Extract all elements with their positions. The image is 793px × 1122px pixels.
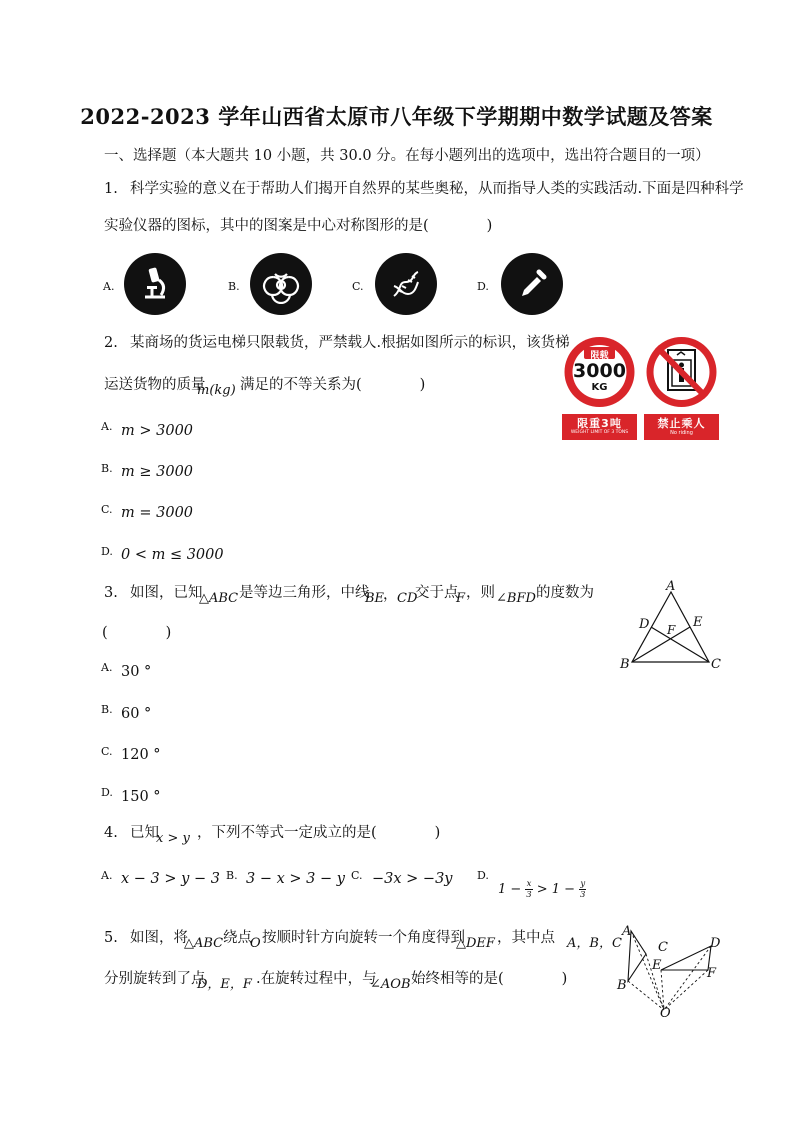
q3-text-e: 的度数为 [536, 585, 594, 601]
q5-angle: ∠AOB [370, 977, 411, 992]
fraction-x-over-3: $\frac{x}{3}$ [526, 878, 532, 900]
q4-number: 4. [104, 825, 118, 841]
q2-line2b: 满足的不等关系为( ) [240, 377, 426, 393]
q3-fig-label-a: A [666, 579, 676, 594]
q2-number: 2. [104, 335, 118, 351]
q4-option-b-label: B. [226, 869, 238, 882]
q2-option-b-label: B. [101, 462, 113, 475]
q1-option-d-label: D. [477, 280, 489, 293]
q5-fig-label-a: A [622, 924, 632, 939]
q2-line2a: 运送货物的质量 [104, 377, 206, 393]
q3-option-d-value: 150 ° [121, 789, 161, 805]
q1-line2: 实验仪器的图标，其中的图案是中心对称图形的是( ) [104, 218, 493, 234]
q4-option-a-value: x − 3 > y − 3 [121, 871, 220, 887]
q2-mass-symbol: m(kg) [197, 383, 236, 398]
q3-text-d: ，则 [466, 585, 495, 601]
q3-option-b-label: B. [101, 703, 113, 716]
q5-line2a: 分别旋转到了点 [104, 971, 206, 987]
q3-fig-label-d: D [639, 617, 650, 632]
q5-points-abc: A，B，C [567, 936, 622, 951]
q3-option-c-label: C. [101, 745, 113, 758]
q5-fig-label-b: B [617, 978, 627, 993]
q5-text-d: ，其中点 [497, 930, 555, 946]
weight-limit-sign-top: 限载 [590, 351, 609, 361]
q3-fig-label-e: E [693, 615, 703, 630]
q4-text-b: ，下列不等式一定成立的是( ) [197, 825, 441, 841]
microscope-icon[interactable] [124, 253, 186, 315]
q1-number: 1. [104, 181, 118, 197]
q5-line2b: .在旋转过程中，与 [256, 971, 377, 987]
q3-text-c: 交于点 [415, 585, 459, 601]
q5-fig-label-c: C [658, 940, 668, 955]
q4-option-d-value: 1 − $\frac{x}{3}$ > 1 − $\frac{y}{3}$ [498, 878, 586, 900]
q5-fig-label-f: F [707, 966, 717, 981]
weight-limit-sign-caption: 限重3吨 [577, 417, 622, 430]
dropper-icon[interactable] [501, 253, 563, 315]
fraction-y-over-3: $\frac{y}{3}$ [580, 878, 586, 900]
q4-text-a: 已知 [130, 825, 159, 841]
q5-point-o: O [250, 936, 261, 951]
q5-number: 5. [104, 930, 118, 946]
q3-triangle: △ABC [199, 591, 239, 606]
no-riding-sign-sub: No riding [670, 430, 693, 436]
q3-option-b-value: 60 ° [121, 706, 152, 722]
q3-median-be: BE [365, 591, 385, 606]
q5-points-def: D，E，F [197, 977, 252, 992]
q5-text-c: 按顺时针方向旋转一个角度得到 [262, 930, 465, 946]
q2-option-c-value: m = 3000 [121, 505, 194, 521]
q1-option-b-label: B. [228, 280, 240, 293]
q2-option-d-value: 0 < m ≤ 3000 [121, 547, 224, 563]
q3-option-d-label: D. [101, 786, 113, 799]
weight-limit-sign-sub: WEIGHT LIMIT OF 3 TONS [570, 430, 629, 435]
dna-icon[interactable] [375, 253, 437, 315]
q5-fig-label-d: D [710, 936, 721, 951]
q3-option-c-value: 120 ° [121, 747, 161, 763]
q4-option-b-value: 3 − x > 3 − y [246, 871, 345, 887]
q2-option-a-value: m > 3000 [121, 423, 194, 439]
no-riding-sign-caption: 禁止乘人 [657, 417, 706, 430]
weight-limit-sign-unit: KG [591, 382, 608, 393]
q2-option-d-label: D. [101, 545, 113, 558]
section-heading: 一、选择题（本大题共 10 小题，共 30.0 分。在每小题列出的选项中，选出符合题目的一项） [104, 148, 710, 164]
q3-triangle-figure [616, 578, 726, 678]
weight-limit-sign-value: 3000 [573, 360, 626, 382]
no-riding-sign [644, 334, 719, 440]
q4-option-d-label: D. [477, 869, 489, 882]
q3-option-a-value: 30 ° [121, 664, 152, 680]
q3-angle: ∠BFD [496, 591, 536, 606]
q3-text-a: 如图，已知 [130, 585, 203, 601]
q5-rotation-figure [616, 922, 726, 1024]
q5-text-b: 绕点 [223, 930, 252, 946]
q5-text-a: 如图，将 [130, 930, 188, 946]
q1-option-c-label: C. [352, 280, 364, 293]
q1-line1: 科学实验的意义在于帮助人们揭开自然界的某些奥秘，从而指导人类的实践活动.下面是四种科学 [130, 181, 744, 197]
q3-fig-label-c: C [711, 657, 721, 672]
page-title: 2022-2023 学年山西省太原市八年级下学期期中数学试题及答案 [80, 104, 713, 129]
q2-line1: 某商场的货运电梯只限载货，严禁载人.根据如图所示的标识，该货梯 [130, 335, 570, 351]
q1-option-a-label: A. [103, 280, 115, 293]
q4-option-c-label: C. [351, 869, 363, 882]
q5-fig-label-e: E [652, 958, 662, 973]
biohazard-icon[interactable] [250, 253, 312, 315]
q3-number: 3. [104, 585, 118, 601]
q5-fig-label-o: O [660, 1006, 671, 1021]
q5-triangle-def: △DEF [456, 936, 495, 951]
q5-triangle-abc: △ABC [184, 936, 224, 951]
weight-limit-sign [562, 334, 637, 440]
q2-option-a-label: A. [101, 420, 113, 433]
q5-line2c: 始终相等的是( ) [411, 971, 568, 987]
q2-option-b-value: m ≥ 3000 [121, 464, 194, 480]
q4-option-c-value: −3x > −3y [372, 871, 453, 887]
q2-option-c-label: C. [101, 503, 113, 516]
q4-condition: x > y [156, 831, 190, 846]
q3-median-cd: CD [397, 591, 418, 606]
q3-option-a-label: A. [101, 661, 113, 674]
q3-text-b: 是等边三角形，中线 [239, 585, 370, 601]
q3-line2: ( ) [102, 625, 172, 641]
q4-option-a-label: A. [101, 869, 113, 882]
q3-fig-label-b: B [620, 657, 630, 672]
q3-fig-label-f: F [667, 623, 676, 637]
q3-point-f: F [456, 591, 466, 606]
